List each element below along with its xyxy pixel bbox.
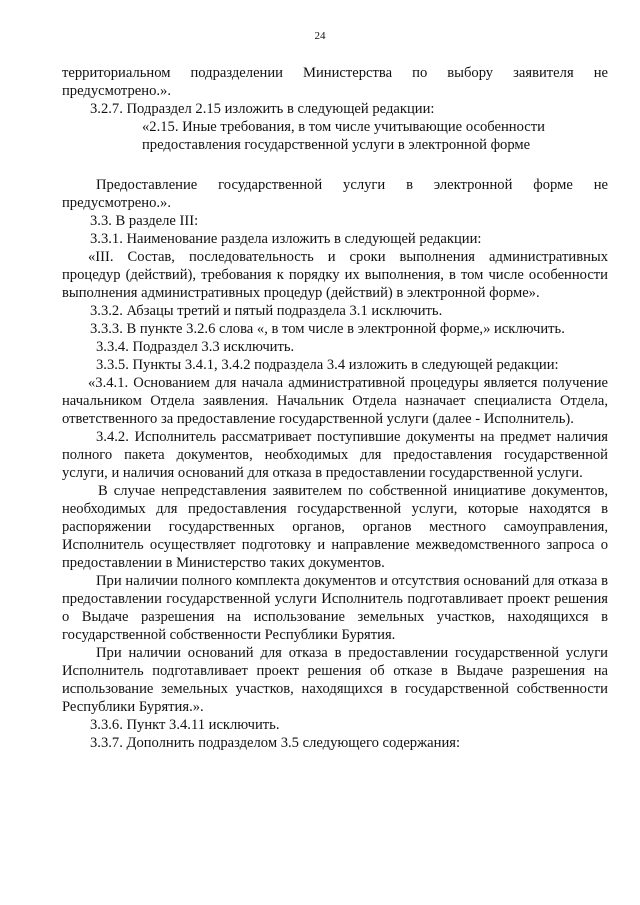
paragraph-14: В случае непредставления заявителем по собственной инициативе документов, необходимых для предоставления государственной услуги, которые находятся в распоряжении государственных органов, органов местного самоуправления, Исполнитель осуществляет подготовку и направление межведомственного запроса о предоставлении в Министерство таких документов. — [62, 483, 608, 571]
paragraph-5: 3.3. В разделе III: — [90, 213, 199, 229]
paragraph-11: 3.3.5. Пункты 3.4.1, 3.4.2 подраздела 3.4 изложить в следующей редакции: — [96, 357, 559, 373]
subsection-heading-2-15: «2.15. Иные требования, в том числе учитывающие особенности предоставления государственной услуги в электронной форме — [142, 119, 545, 153]
paragraph-13: 3.4.2. Исполнитель рассматривает поступившие документы на предмет наличия полного пакета документов, необходимых для предоставления государственной услуги, и наличия оснований для отказа в предоставлении государственной услуги. — [62, 429, 608, 481]
paragraph-9: 3.3.3. В пункте 3.2.6 слова «, в том числе в электронной форме,» исключить. — [90, 321, 565, 337]
paragraph-2: 3.2.7. Подраздел 2.15 изложить в следующей редакции: — [90, 101, 435, 117]
paragraph-1: территориальном подразделении Министерства по выбору заявителя не предусмотрено.». — [62, 65, 608, 99]
spacer — [62, 154, 608, 176]
document-body — [62, 64, 608, 752]
paragraph-8: 3.3.2. Абзацы третий и пятый подраздела 3.1 исключить. — [90, 303, 443, 319]
paragraph-7: «III. Состав, последовательность и сроки выполнения административных процедур (действий), требования к порядку их выполнения, в том числе особенности выполнения административных процедур (действий) в электронной форме». — [62, 249, 608, 301]
paragraph-18: 3.3.7. Дополнить подразделом 3.5 следующего содержания: — [90, 735, 461, 751]
paragraph-12: «3.4.1. Основанием для начала административной процедуры является получение начальником Отдела заявления. Начальник Отдела назначает специалиста Отдела, ответственного за предоставление государственной услуги (далее - Исполнитель). — [62, 375, 608, 427]
paragraph-16: При наличии оснований для отказа в предоставлении государственной услуги Исполнитель подготавливает проект решения об отказе в Выдаче разрешения на использование земельных участков, находящихся в государственной собственности Республики Бурятия.». — [62, 645, 608, 715]
paragraph-10: 3.3.4. Подраздел 3.3 исключить. — [96, 339, 295, 355]
paragraph-6: 3.3.1. Наименование раздела изложить в следующей редакции: — [90, 231, 482, 247]
paragraph-4: Предоставление государственной услуги в электронной форме не предусмотрено.». — [62, 177, 608, 211]
paragraph-17: 3.3.6. Пункт 3.4.11 исключить. — [90, 717, 280, 733]
paragraph-15: При наличии полного комплекта документов и отсутствия оснований для отказа в предоставлении государственной услуги Исполнитель подготавливает проект решения о Выдаче разрешения на использование земельных участков, находящихся в государственной собственности Республики Бурятия. — [62, 573, 608, 643]
page-number: 24 — [314, 30, 326, 42]
